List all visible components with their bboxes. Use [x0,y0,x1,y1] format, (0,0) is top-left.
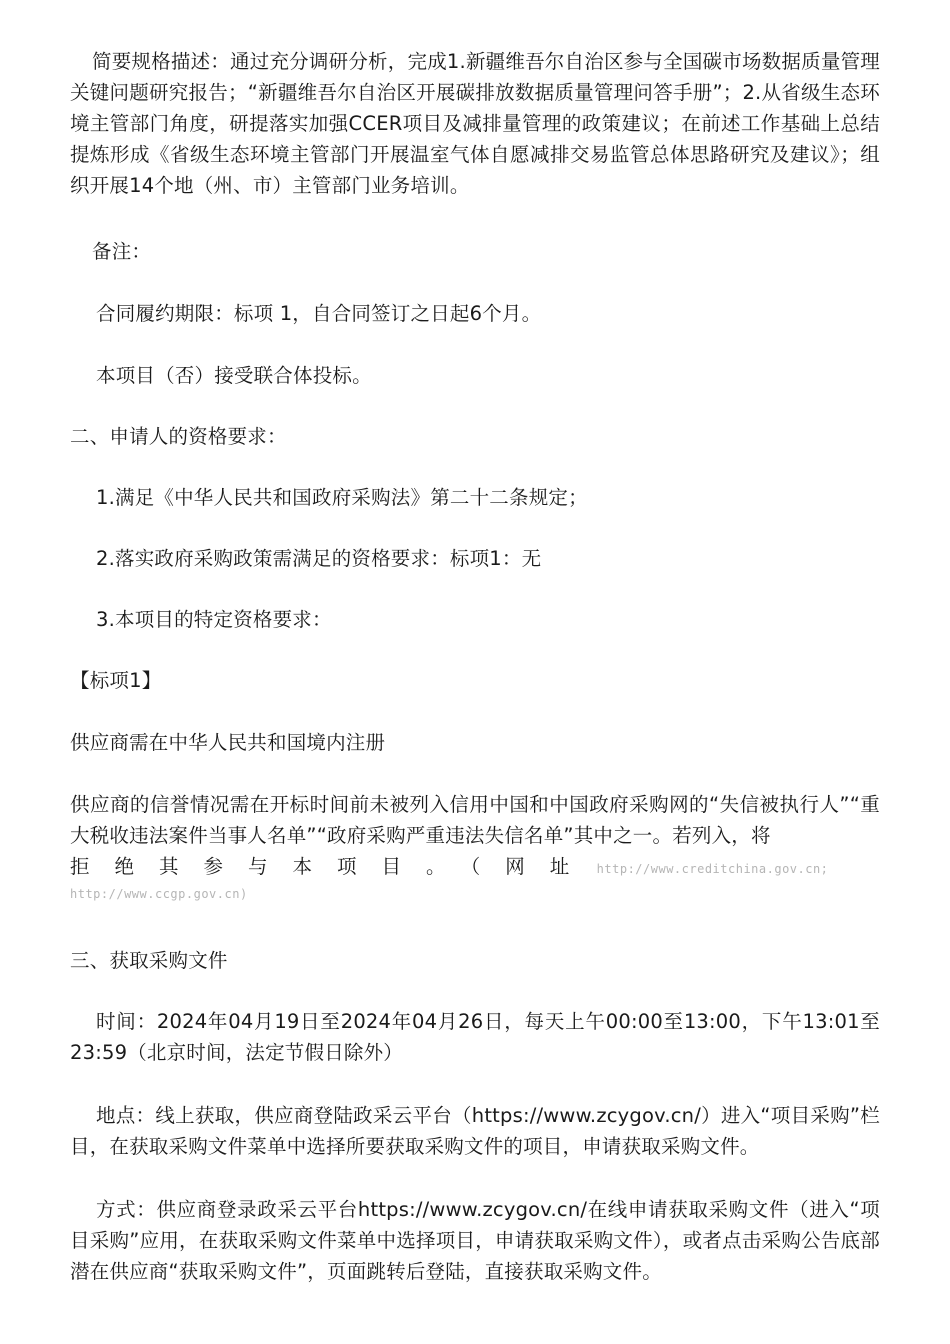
requirement-3: 3.本项目的特定资格要求： [96,608,332,631]
summary-paragraph: 简要规格描述：通过充分调研分析，完成1.新疆维吾尔自治区参与全国碳市场数据质量管理关键问题研究报告；“新疆维吾尔自治区开展碳排放数据质量管理问答手册”；2.从省级生态环境主管部门角度，研提落实加强CCER项目及减排量管理的政策建议；在前述工作基础上总结提炼形成《省级生态环境主管部门开展温室气体自愿减排交易监管总体思路研究及建议》；组织开展14个地（州、市）主管部门业务培训。 [70,50,880,197]
acquisition-time: 时间：2024年04月19日至2024年04月26日，每天上午00:00至13:00，下午13:01至23:59（北京时间，法定节假日除外） [70,1010,880,1064]
acquisition-method: 方式：供应商登录政采云平台https://www.zcygov.cn/在线申请获取采购文件（进入“项目采购”应用，在获取采购文件菜单中选择项目，申请获取采购文件），或者点击采购公告底部潜在供应商“获取采购文件”，页面跳转后登陆，直接获取采购文件。 [70,1198,880,1283]
remark-label: 备注： [92,240,152,263]
credit-requirement: 供应商的信誉情况需在开标时间前未被列入信用中国和中国政府采购网的“失信被执行人”“重大税收违法案件当事人名单”“政府采购严重违法失信名单”其中之一。若列入，将 [70,793,880,847]
registration-requirement: 供应商需在中华人民共和国境内注册 [70,731,386,754]
requirement-1: 1.满足《中华人民共和国政府采购法》第二十二条规定； [96,486,588,509]
requirement-2: 2.落实政府采购政策需满足的资格要求：标项1：无 [96,547,542,570]
ccgp-url[interactable]: http://www.ccgp.gov.cn) [70,887,248,901]
credit-reject-text: 拒绝其参与本项目。（网址 [70,855,595,878]
consortium-statement: 本项目（否）接受联合体投标。 [96,364,372,387]
contract-period: 合同履约期限：标项 1，自合同签订之日起6个月。 [96,302,542,325]
ccgp-url-line [70,878,880,906]
section-3-title: 三、获取采购文件 [70,949,228,972]
lot-label: 【标项1】 [70,669,162,692]
acquisition-place: 地点：线上获取，供应商登陆政采云平台（https://www.zcygov.cn/）进入“项目采购”栏目，在获取采购文件菜单中选择所要获取采购文件的项目，申请获取采购文件。 [70,1104,880,1158]
creditchina-url[interactable]: http://www.creditchina.gov.cn; [596,862,829,876]
section-2-title: 二、申请人的资格要求： [70,425,287,448]
